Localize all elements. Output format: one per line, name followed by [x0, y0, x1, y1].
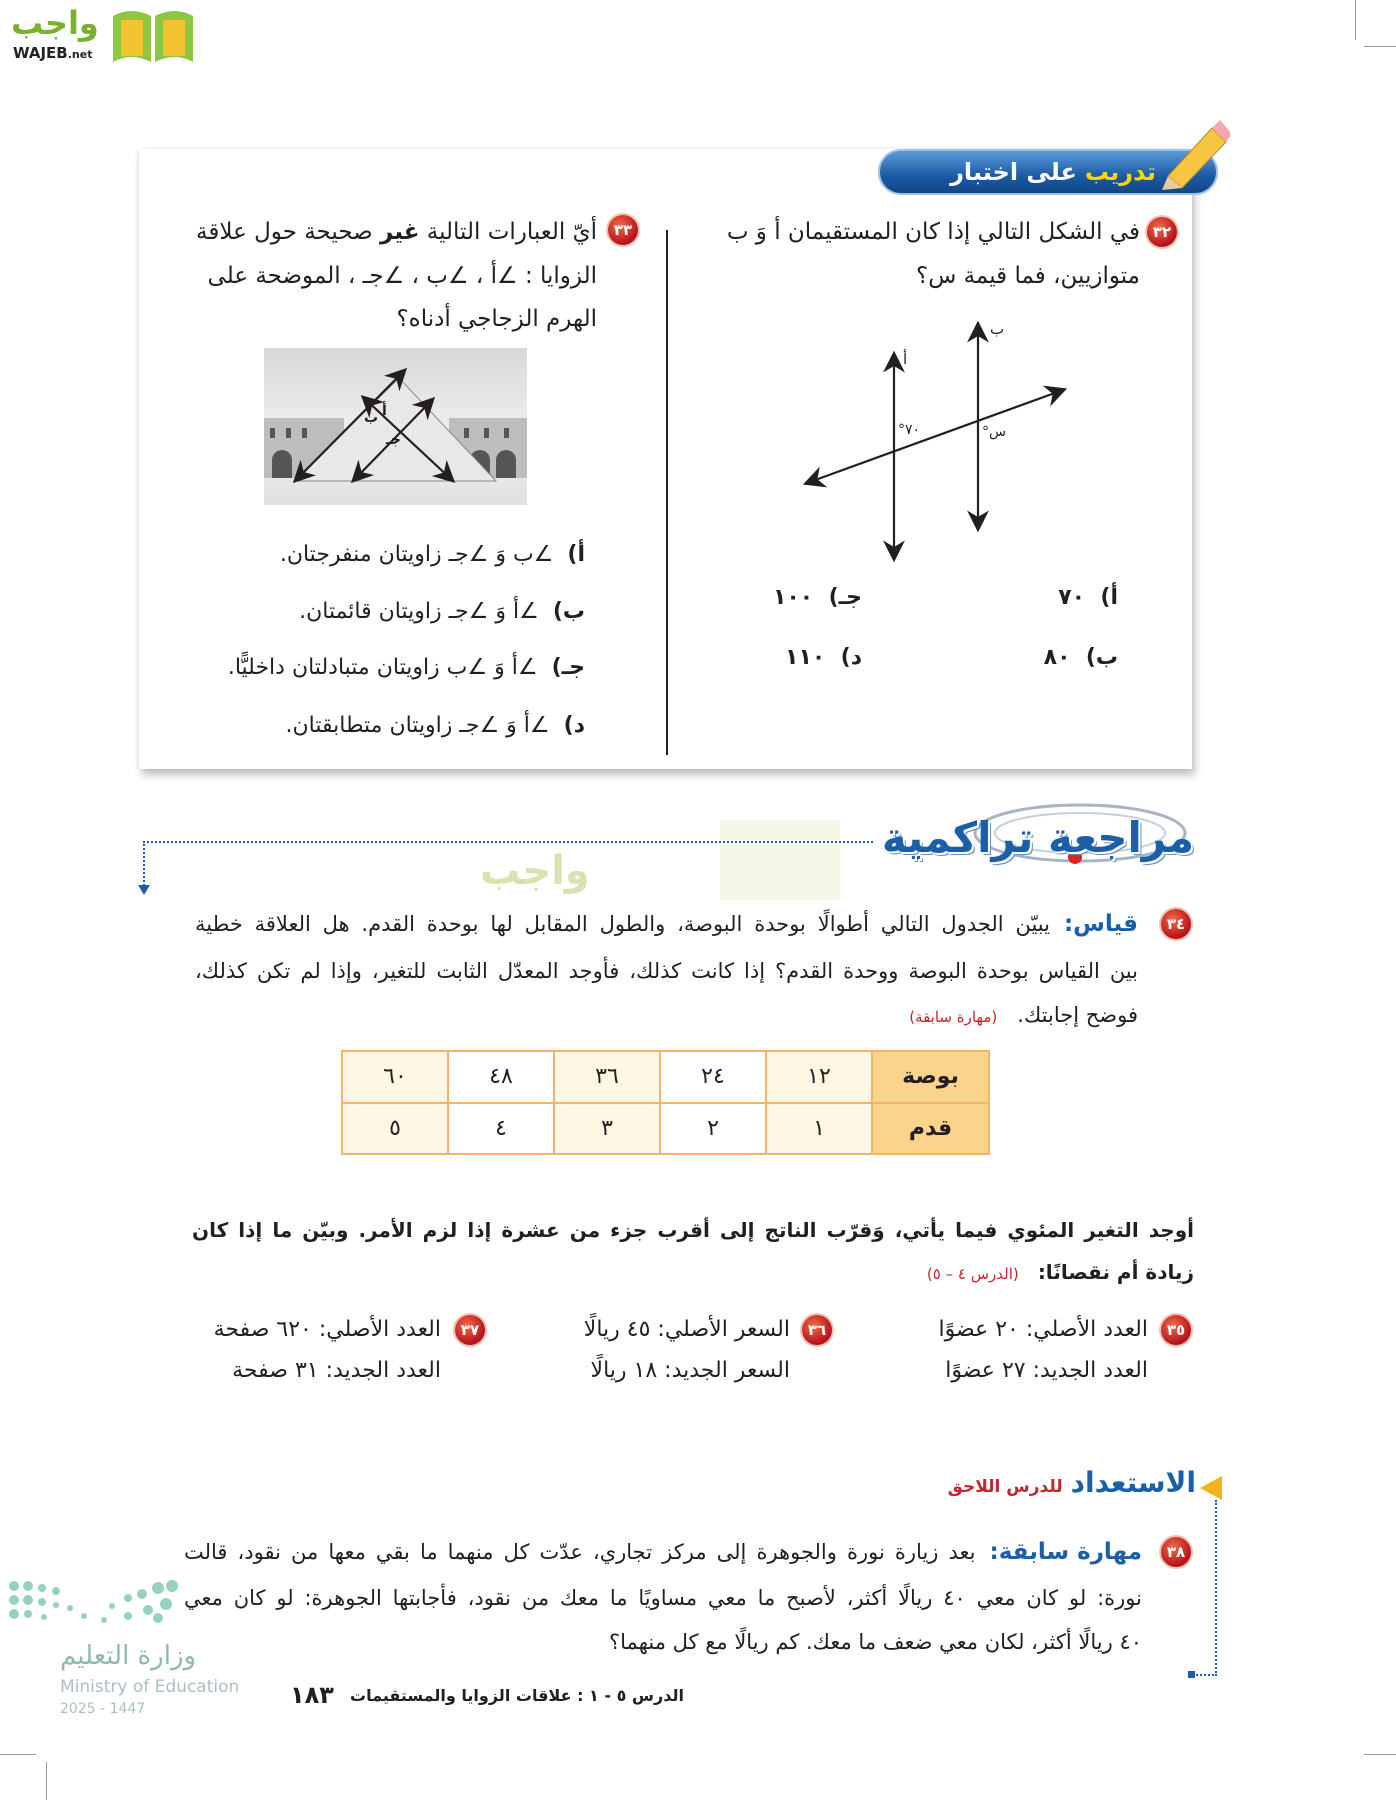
- q34-text-line: يبيّن الجدول التالي أطوالًا بوحدة البوصة، والطول المقابل لها بوحدة القدم. هل العلاقة خطية: [195, 912, 1050, 936]
- problem-line: السعر الجديد: ١٨ ريالًا: [590, 1358, 790, 1383]
- crop-mark: [1364, 1754, 1396, 1755]
- glass-pyramid-image: [264, 348, 527, 505]
- instruction-line: أوجد التغير المئوي فيما يأتي، وَقرّب الناتج إلى أقرب جزء من عشرة إذا لزم الأمر. وبيّن ما إذا كان: [192, 1218, 1194, 1242]
- crop-mark: [1364, 46, 1396, 47]
- instruction-line: زيادة أم نقصانًا:: [1037, 1260, 1194, 1284]
- question-number-badge: ٣٧: [455, 1315, 485, 1345]
- dotted-guide: [1215, 1500, 1217, 1676]
- q32-text-line: متوازيين، فما قيمة س؟: [916, 263, 1140, 289]
- angle-c-label: جـ: [386, 432, 401, 448]
- table-cell: ٥: [342, 1103, 448, 1155]
- table-row: [342, 1103, 989, 1155]
- angle-b-label: ب: [364, 410, 379, 426]
- option-key: جـ): [828, 585, 862, 610]
- angle-70-label: ٧٠°: [898, 422, 921, 438]
- question-number-badge: ٣٤: [1161, 909, 1191, 939]
- option-value[interactable]: ٧٠: [1058, 585, 1086, 610]
- transversal-line: [807, 390, 1063, 483]
- q33-text-line: الهرم الزجاجي أدناه؟: [396, 306, 597, 332]
- lesson-footer: الدرس ٥ - ١ : علاقات الزوايا والمستقيمات: [350, 1686, 684, 1705]
- q34-text-line: بين القياس بوحدة البوصة ووحدة القدم؟ إذا كانت كذلك، فأوجد المعدّل الثابت للتغير، وإذا لم تكن كذلك،: [195, 959, 1138, 983]
- option-key: ب): [1085, 645, 1118, 670]
- label-a: أ: [903, 350, 908, 368]
- q33-text: صحيحة حول علاقة: [196, 219, 381, 245]
- prior-skill-tag: (مهارة سابقة): [909, 1008, 998, 1026]
- angle-a-label: أ: [382, 403, 387, 419]
- inches-feet-table: [341, 1050, 990, 1155]
- wajeb-logo[interactable]: [9, 4, 194, 66]
- crop-mark: [0, 1754, 36, 1755]
- arrow-down-icon: [138, 885, 150, 895]
- ministry-name-ar: وزارة التعليم: [60, 1641, 197, 1671]
- logo-arabic: واجب: [11, 4, 99, 42]
- q38-text-line: ٤٠ ريالًا أكثر، لكان معي ضعف ما معك. كم ريالًا مع كل منهما؟: [609, 1630, 1142, 1654]
- question-number-badge: ٣٣: [608, 215, 638, 245]
- table-cell: ١: [766, 1103, 872, 1155]
- option-value[interactable]: ٨٠: [1043, 645, 1071, 670]
- row-header: بوصة: [872, 1051, 989, 1103]
- logo-latin: WAJEB: [13, 44, 68, 62]
- watermark-book: [720, 820, 840, 900]
- table-cell: ٣: [554, 1103, 660, 1155]
- table-cell: ٤: [448, 1103, 554, 1155]
- lesson-tag: (الدرس ٤ – ٥): [926, 1265, 1019, 1283]
- parallel-lines-diagram: [790, 315, 1080, 575]
- option-key: د): [840, 645, 862, 670]
- preparation-title: الاستعداد: [1070, 1466, 1196, 1499]
- option-value[interactable]: ١٠٠: [772, 585, 814, 610]
- end-marker: [1188, 1671, 1195, 1678]
- problem-line: العدد الجديد: ٣١ صفحة: [232, 1358, 441, 1383]
- question-number-badge: ٣٢: [1147, 217, 1177, 247]
- table-cell: ٤٨: [448, 1051, 554, 1103]
- crop-mark: [1355, 0, 1356, 40]
- option-text[interactable]: ∠ب وَ ∠جـ زاويتان منفرجتان.: [279, 542, 554, 567]
- question-number-badge: ٣٨: [1161, 1537, 1191, 1567]
- header-part1: تدريب: [1084, 158, 1156, 186]
- column-divider: [666, 230, 668, 755]
- crop-mark: [46, 1762, 47, 1800]
- dotted-guide: [143, 841, 145, 889]
- q38-text-line: نورة: لو كان معي ٤٠ ريالًا أكثر، لأصبح ما معي مساويًا ما معك من نقود، فأجابتها الجوهرة: لو كان معي: [184, 1586, 1142, 1610]
- q33-text-line: الزوايا : ∠أ ، ∠ب ، ∠جـ ، الموضحة على: [207, 263, 597, 289]
- problem-line: السعر الأصلي: ٤٥ ريالًا: [583, 1317, 790, 1342]
- table-cell: ٣٦: [554, 1051, 660, 1103]
- q38-text-line: بعد زيارة نورة والجوهرة إلى مركز تجاري، عدّت كل منهما ما بقي معها من نقود، قالت: [184, 1540, 976, 1564]
- table-cell: ١٢: [766, 1051, 872, 1103]
- dotted-guide: [143, 841, 873, 843]
- table-cell: ٦٠: [342, 1051, 448, 1103]
- option-text[interactable]: ∠أ وَ ∠جـ زاويتان متطابقتان.: [285, 713, 550, 738]
- problem-line: العدد الجديد: ٢٧ عضوًا: [945, 1358, 1148, 1383]
- watermark-text: واجب: [480, 848, 590, 894]
- pencil-icon: [1160, 118, 1230, 190]
- q34-label: قياس:: [1063, 911, 1138, 937]
- q34-text-line: فوضح إجابتك.: [1017, 1003, 1138, 1027]
- question-number-badge: ٣٥: [1161, 1315, 1191, 1345]
- problem-line: العدد الأصلي: ٦٢٠ صفحة: [213, 1317, 441, 1342]
- option-text[interactable]: ∠أ وَ ∠ب زاويتان متبادلتان داخليًّا.: [227, 655, 538, 680]
- option-key: أ): [1100, 585, 1118, 610]
- q32-text-line: في الشكل التالي إذا كان المستقيمان أ وَ ب: [726, 219, 1140, 245]
- angle-x-label: س°: [982, 424, 1007, 440]
- book-icon: [109, 6, 197, 66]
- cumulative-review-title: مراجعة تراكمية: [881, 813, 1194, 862]
- logo-suffix: .net: [67, 48, 93, 61]
- page-number: ١٨٣: [290, 1681, 334, 1709]
- table-cell: ٢٤: [660, 1051, 766, 1103]
- q33-emphasis: غير: [380, 219, 420, 245]
- ministry-year: 2025 - 1447: [60, 1701, 146, 1717]
- header-part2: على اختبار: [950, 158, 1077, 186]
- option-key: أ): [567, 542, 585, 567]
- option-value[interactable]: ١١٠: [785, 645, 826, 670]
- option-key: د): [563, 713, 585, 738]
- table-row: [342, 1051, 989, 1103]
- preparation-subtitle: للدرس اللاحق: [947, 1477, 1063, 1497]
- ministry-logo-dots: [8, 1580, 178, 1635]
- option-text[interactable]: ∠أ وَ ∠جـ زاويتان قائمتان.: [299, 599, 539, 624]
- label-b: ب: [990, 320, 1005, 338]
- ministry-name-en: Ministry of Education: [60, 1677, 240, 1697]
- triangle-marker-icon: [1200, 1476, 1222, 1500]
- question-number-badge: ٣٦: [802, 1315, 832, 1345]
- table-cell: ٢: [660, 1103, 766, 1155]
- row-header: قدم: [872, 1103, 989, 1155]
- option-key: ب): [552, 599, 585, 624]
- option-key: جـ): [551, 655, 585, 680]
- problem-line: العدد الأصلي: ٢٠ عضوًا: [938, 1317, 1148, 1342]
- q38-label: مهارة سابقة:: [989, 1539, 1142, 1565]
- q33-text: أيّ العبارات التالية: [419, 219, 597, 245]
